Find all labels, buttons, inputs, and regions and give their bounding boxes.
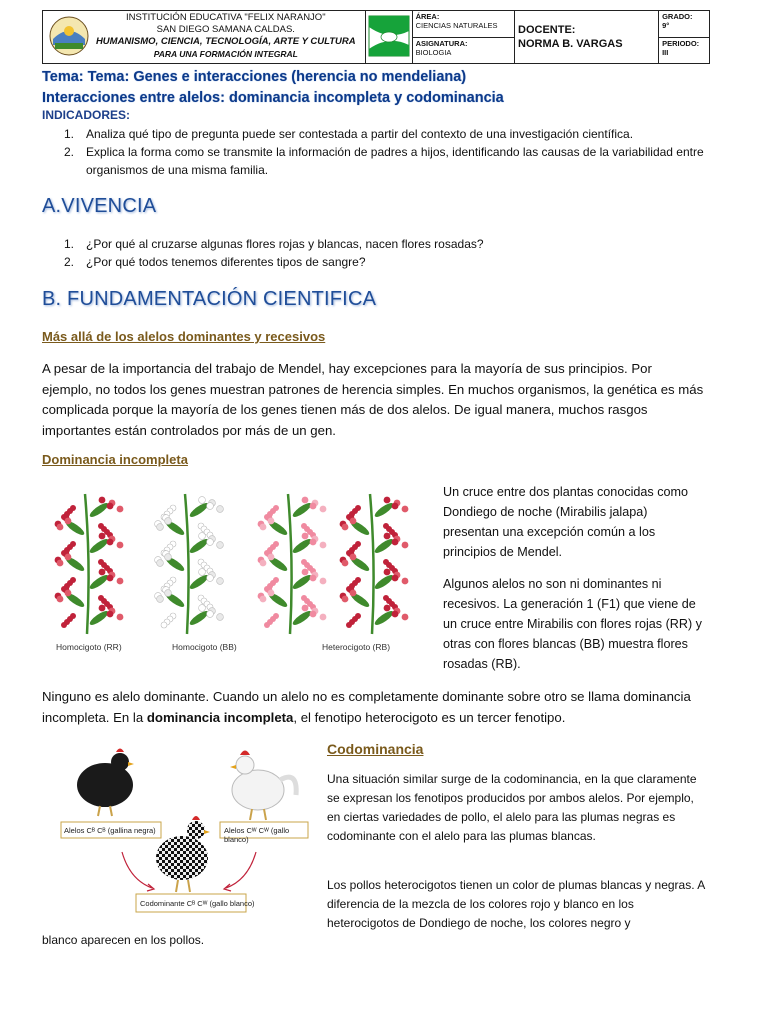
list-item bbox=[64, 235, 704, 253]
list-item bbox=[64, 143, 704, 179]
indicators-title: INDICADORES: bbox=[42, 108, 131, 122]
paragraph-dondiego: Un cruce entre dos plantas conocidas como Dondiego de noche (Mirabilis jalapa) presentan una excepción común a los principios de Mendel. bbox=[443, 485, 689, 559]
section-fundamentacion-title: B. FUNDAMENTACIÓN CIENTIFICA bbox=[42, 288, 377, 310]
institution-location: SAN DIEGO SAMANA CALDAS. bbox=[156, 24, 295, 35]
paragraph-mendel: A pesar de la importancia del trabajo de Mendel, hay excepciones para la mayoría de sus principios. Por ejemplo, no todos los genes muestran patrones de herencia simples. En muchos organismos, la genética es más complicada porque la mayoría de los genes tienen más de dos alelos. De igual manera, muchos rasgos importantes están controlados por más de un gen. bbox=[42, 361, 704, 438]
area-label: ÁREA: bbox=[415, 12, 440, 21]
docente-label: DOCENTE: bbox=[518, 24, 576, 36]
periodo-value: III bbox=[662, 47, 669, 57]
asignatura-label: ASIGNATURA: bbox=[415, 38, 468, 48]
list-text: ¿Por qué todos tenemos diferentes tipos de sangre? bbox=[86, 255, 366, 269]
paragraph-heterocigotos-tail: blanco aparecen en los pollos. bbox=[42, 933, 205, 947]
arrow-icon bbox=[226, 852, 256, 888]
docente-value: NORMA B. VARGAS bbox=[518, 38, 623, 50]
paragraph-ninguno bbox=[42, 687, 706, 728]
asignatura-value: BIOLOGIA bbox=[415, 47, 452, 57]
plant-sprig-icon bbox=[55, 494, 124, 634]
list-text: ¿Por qué al cruzarse algunas flores rojas y blancas, nacen flores rosadas? bbox=[86, 237, 484, 251]
plants-illustration bbox=[42, 484, 426, 640]
paragraph-ninguno-bold: dominancia incompleta bbox=[146, 709, 294, 725]
flag-emblem bbox=[368, 13, 410, 61]
list-number: 1. bbox=[64, 127, 75, 141]
plant-label-bb: Homocigoto (BB) bbox=[172, 642, 237, 652]
docente-cell bbox=[515, 11, 659, 64]
plant-label-rb: Heterocigoto (RB) bbox=[322, 642, 391, 652]
plants-figure bbox=[42, 484, 426, 664]
periodo-label: PERIODO: bbox=[662, 38, 700, 48]
chicken-label-black: Alelos Cᴮ Cᴮ (gallina negra) bbox=[64, 826, 156, 835]
paragraph-ninguno-end: , el fenotipo heterocigoto es un tercer fenotipo. bbox=[293, 709, 566, 725]
indicators-list bbox=[64, 125, 704, 179]
plant-sprig-icon bbox=[258, 494, 327, 634]
grado-value: 9° bbox=[662, 21, 670, 30]
grado-cell bbox=[659, 11, 710, 38]
topic-subtitle: Interacciones entre alelos: dominancia incompleta y codominancia bbox=[42, 90, 504, 106]
list-number: 2. bbox=[64, 145, 75, 159]
paragraph-alelos-f1: Algunos alelos no son ni dominantes ni recesivos. La generación 1 (F1) que viene de un cruce entre Mirabilis con flores rojas (RR) y otras con flores blancas (BB) muestra flores rosadas (RB). bbox=[443, 577, 702, 671]
periodo-cell bbox=[659, 37, 710, 64]
area-cell bbox=[412, 11, 514, 38]
black-hen-icon bbox=[77, 749, 134, 817]
plant-label-rr: Homocigoto (RR) bbox=[56, 642, 122, 652]
header-table bbox=[42, 10, 710, 64]
list-item bbox=[64, 125, 704, 143]
paragraph-ninguno-start: Ninguno es alelo dominante. Cuando un alelo no es completamente dominante sobre otro se llama dominancia incompleta. En la bbox=[42, 689, 691, 725]
grado-label: GRADO: bbox=[662, 12, 693, 21]
institution-motto-1: HUMANISMO, CIENCIA, TECNOLOGÍA, ARTE Y CULTURA bbox=[95, 36, 356, 47]
chicken-label-offspring: Codominante Cᴮ Cᵂ (gallo blanco) bbox=[140, 899, 255, 908]
list-text: Explica la forma como se transmite la información de padres a hijos, identificando las causas de la variabilidad entre organismos de una misma familia. bbox=[86, 145, 704, 177]
chickens-figure bbox=[60, 740, 310, 920]
checkered-chicken-icon bbox=[156, 816, 210, 892]
plant-sprig-icon bbox=[155, 494, 224, 634]
area-value: CIENCIAS NATURALES bbox=[415, 21, 498, 30]
list-number: 2. bbox=[64, 255, 75, 269]
chicken-label-white: Alelos Cᵂ Cᵂ (gallo blanco) bbox=[224, 826, 290, 844]
vivencia-list bbox=[64, 235, 704, 271]
paragraph-codominancia: Una situación similar surge de la codominancia, en la que claramente se expresan los fenotipos producidos por ambos alelos. Por ejemplo, en ciertas variedades de pollo, el alelo para las plumas negras es codominante con el alelo para las plumas blancas. bbox=[327, 772, 697, 843]
list-text: Analiza qué tipo de pregunta puede ser contestada a partir del contexto de una investigación científica. bbox=[86, 127, 634, 141]
flag-cell bbox=[365, 11, 412, 64]
topic-title: Tema: Tema: Genes e interacciones (herencia no mendeliana) bbox=[42, 69, 467, 85]
white-rooster-icon bbox=[230, 751, 296, 821]
section-vivencia-title: A.VIVENCIA bbox=[42, 195, 157, 217]
arrow-icon bbox=[122, 852, 152, 888]
paragraph-heterocigotos: Los pollos heterocigotos tienen un color de plumas blancas y negras. A diferencia de la mezcla de los colores rojo y blanco en los heterocigotos de Dondiego de noche, los colores negro y bbox=[327, 878, 705, 930]
plant-sprig-icon bbox=[340, 494, 409, 634]
subheading-dominancia-incompleta: Dominancia incompleta bbox=[42, 452, 188, 467]
list-number: 1. bbox=[64, 237, 75, 251]
institution-name: INSTITUCIÓN EDUCATIVA "FELIX NARANJO" bbox=[125, 12, 326, 23]
institution-cell bbox=[43, 11, 366, 64]
subheading-codominancia: Codominancia bbox=[327, 741, 424, 757]
subheading-alelos: Más allá de los alelos dominantes y recesivos bbox=[42, 329, 326, 344]
school-logo bbox=[47, 15, 91, 57]
list-item bbox=[64, 253, 704, 271]
asignatura-cell bbox=[412, 37, 514, 64]
institution-motto-2: PARA UNA FORMACIÓN INTEGRAL bbox=[153, 49, 298, 59]
